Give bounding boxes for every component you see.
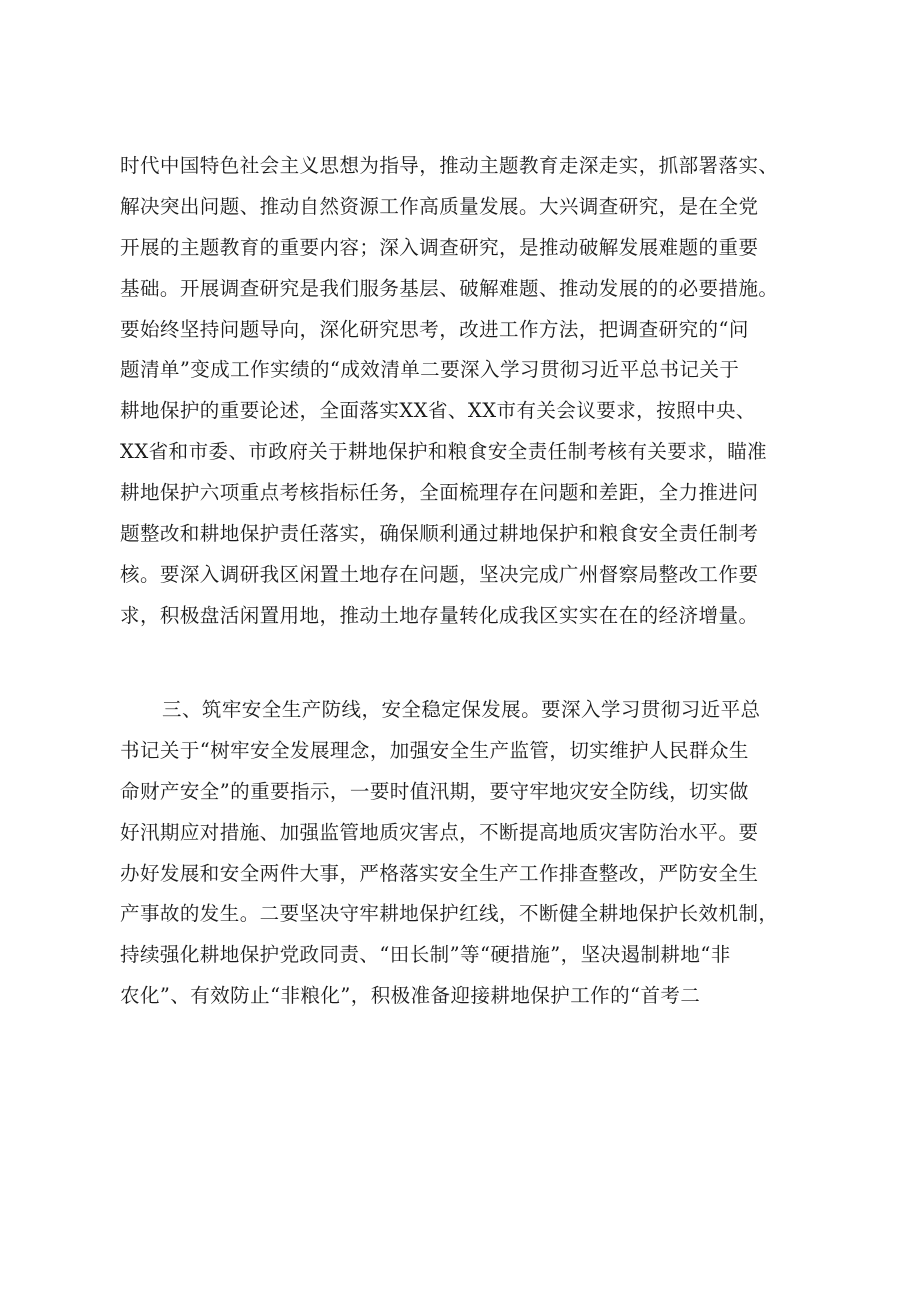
text-line: 命财产安全”的重要指示，一要时值汛期，要守牢地灾安全防线，切实做	[120, 779, 749, 803]
text-line: 解决突出问题、推动自然资源工作高质量发展。大兴调查研究，是在全党	[120, 194, 759, 218]
text-line: 要始终坚持问题导向，深化研究思考，改进工作方法，把调查研究的“问	[120, 317, 749, 341]
text-line: 耕地保护的重要论述，全面落实XX省、XX市有关会议要求，按照中央、	[120, 399, 756, 423]
text-line: 求，积极盘活闲置用地，推动土地存量转化成我区实实在在的经济增量。	[120, 603, 759, 627]
text-line: 题清单”变成工作实绩的“成效清单二要深入学习贯彻习近平总书记关于	[120, 358, 740, 382]
paragraph-continuation	[120, 146, 800, 637]
text-line: 开展的主题教育的重要内容；深入调查研究，是推动破解发展难题的重要	[120, 235, 759, 259]
text-line: 耕地保护六项重点考核指标任务，全面梳理存在问题和差距，全力推进问	[120, 481, 759, 505]
text-line: 好汛期应对措施、加强监管地质灾害点，不断提高地质灾害防治水平。要	[120, 820, 759, 844]
text-line: XX省和市委、市政府关于耕地保护和粮食安全责任制考核有关要求，瞄准	[120, 440, 768, 464]
text-line: 题整改和耕地保护责任落实，确保顺利通过耕地保护和粮食安全责任制考	[120, 522, 759, 546]
text-line: 持续强化耕地保护党政同责、“田长制”等“硬措施”，坚决遏制耕地“非	[120, 943, 731, 967]
text-line: 时代中国特色社会主义思想为指导，推动主题教育走深走实，抓部署落实、	[120, 154, 779, 177]
text-line: 书记关于“树牢安全发展理念，加强安全生产监管，切实维护人民群众生	[120, 738, 749, 762]
text-line: 办好发展和安全两件大事，严格落实安全生产工作排查整改，严防安全生	[120, 861, 759, 885]
text-line: 核。要深入调研我区闲置土地存在问题，坚决完成广州督察局整改工作要	[120, 562, 759, 586]
text-line: 基础。开展调查研究是我们服务基层、破解难题、推动发展的的必要措施。	[120, 276, 779, 300]
text-line: 产事故的发生。二要坚决守牢耕地保护红线，不断健全耕地保护长效机制，	[120, 902, 779, 926]
paragraph-section-three	[120, 690, 800, 1017]
text-line-first: 三、筑牢安全生产防线，安全稳定保发展。要深入学习贯彻习近平总	[162, 698, 761, 721]
text-line: 农化”、有效防止“非粮化”，积极准备迎接耕地保护工作的“首考二	[120, 984, 701, 1008]
